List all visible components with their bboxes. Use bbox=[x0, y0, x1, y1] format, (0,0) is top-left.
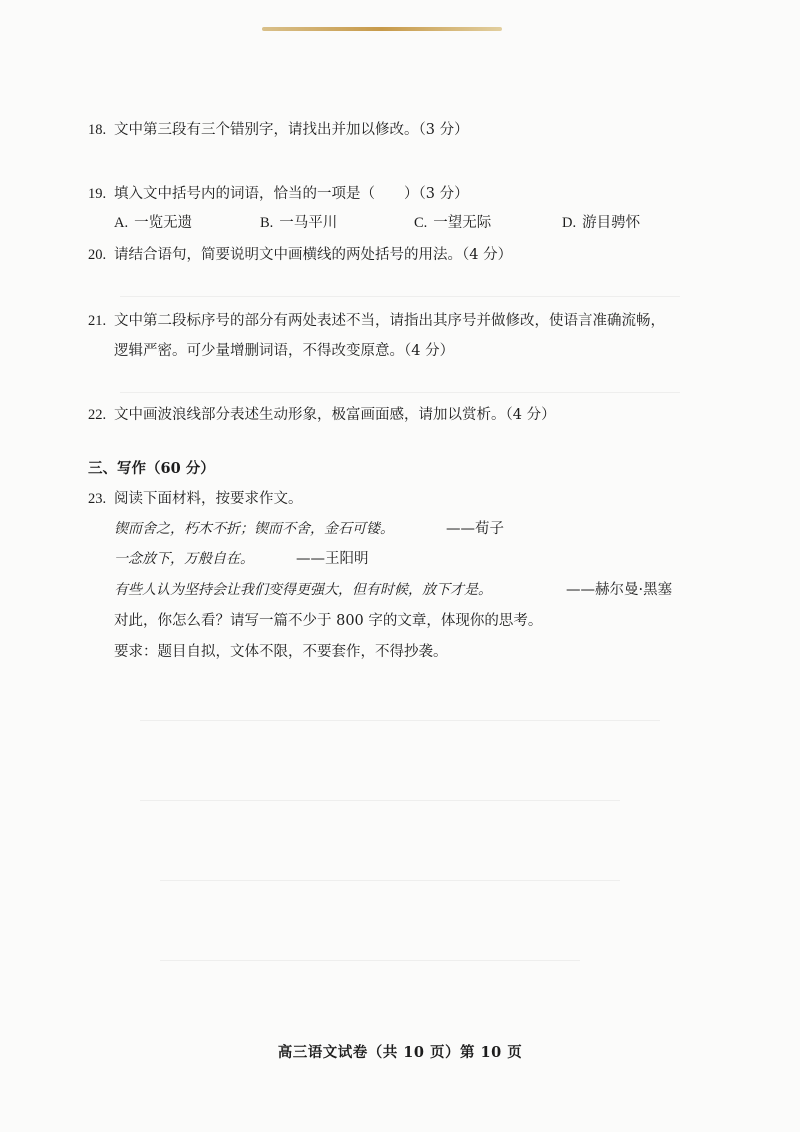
question-text: 阅读下面材料，按要求作文。 bbox=[114, 491, 303, 507]
quote-author: ——荀子 bbox=[446, 521, 504, 537]
writing-requirement: 要求：题目自拟，文体不限，不要套作，不得抄袭。 bbox=[114, 644, 448, 660]
question-number: 20. bbox=[88, 247, 107, 263]
section-title: 三、写作（60 分） bbox=[88, 460, 215, 477]
option-letter: B. bbox=[260, 215, 274, 231]
quote-hesse: 有些人认为坚持会让我们变得更强大，但有时候，放下才是。 bbox=[114, 582, 492, 598]
question-text: 请结合语句，简要说明文中画横线的两处括号的用法。（4 分） bbox=[114, 247, 513, 263]
bleed-through-line bbox=[140, 720, 660, 721]
bleed-through-line bbox=[160, 880, 620, 881]
question-number: 21. bbox=[88, 313, 107, 329]
quote-xunzi: 锲而舍之，朽木不折；锲而不舍，金石可镂。 bbox=[114, 521, 394, 537]
question-number: 18. bbox=[88, 122, 107, 138]
question-21-continued bbox=[114, 341, 454, 361]
option-d bbox=[562, 213, 640, 233]
option-b bbox=[260, 213, 337, 233]
question-22 bbox=[88, 405, 556, 425]
top-decorative-rule bbox=[262, 27, 502, 31]
question-number: 23. bbox=[88, 491, 107, 507]
option-text: 一马平川 bbox=[279, 215, 338, 231]
quote-author: ——赫尔曼·黑塞 bbox=[566, 582, 673, 598]
option-letter: A. bbox=[114, 215, 129, 231]
question-23 bbox=[88, 489, 303, 509]
option-text: 一览无遗 bbox=[134, 215, 193, 231]
option-letter: C. bbox=[414, 215, 428, 231]
option-a bbox=[114, 213, 192, 233]
question-18 bbox=[88, 120, 469, 140]
question-19 bbox=[88, 184, 469, 204]
bleed-through-line bbox=[120, 296, 680, 297]
option-letter: D. bbox=[562, 215, 577, 231]
question-text: 文中第二段标序号的部分有两处表述不当，请指出其序号并做修改，使语言准确流畅， bbox=[114, 313, 665, 329]
question-21 bbox=[88, 311, 665, 331]
question-text: 文中画波浪线部分表述生动形象，极富画面感，请加以赏析。（4 分） bbox=[114, 407, 556, 423]
option-text: 一望无际 bbox=[433, 215, 492, 231]
quote-wangyangming: 一念放下，万般自在。 bbox=[114, 551, 254, 567]
question-text: 填入文中括号内的词语，恰当的一项是（ ）（3 分） bbox=[114, 186, 469, 202]
bleed-through-line bbox=[160, 960, 580, 961]
question-20 bbox=[88, 245, 512, 265]
bleed-through-line bbox=[120, 392, 680, 393]
page-footer: 高三语文试卷（共 10 页）第 10 页 bbox=[277, 1044, 523, 1061]
writing-prompt: 对此，你怎么看？请写一篇不少于 800 字的文章，体现你的思考。 bbox=[114, 613, 543, 629]
question-text: 逻辑严密。可少量增删词语，不得改变原意。（4 分） bbox=[114, 343, 455, 359]
option-c bbox=[414, 213, 491, 233]
question-text: 文中第三段有三个错别字，请找出并加以修改。（3 分） bbox=[114, 122, 469, 138]
quote-author: ——王阳明 bbox=[296, 551, 369, 567]
option-text: 游目骋怀 bbox=[582, 215, 641, 231]
bleed-through-line bbox=[140, 800, 620, 801]
question-number: 22. bbox=[88, 407, 107, 423]
question-number: 19. bbox=[88, 186, 107, 202]
